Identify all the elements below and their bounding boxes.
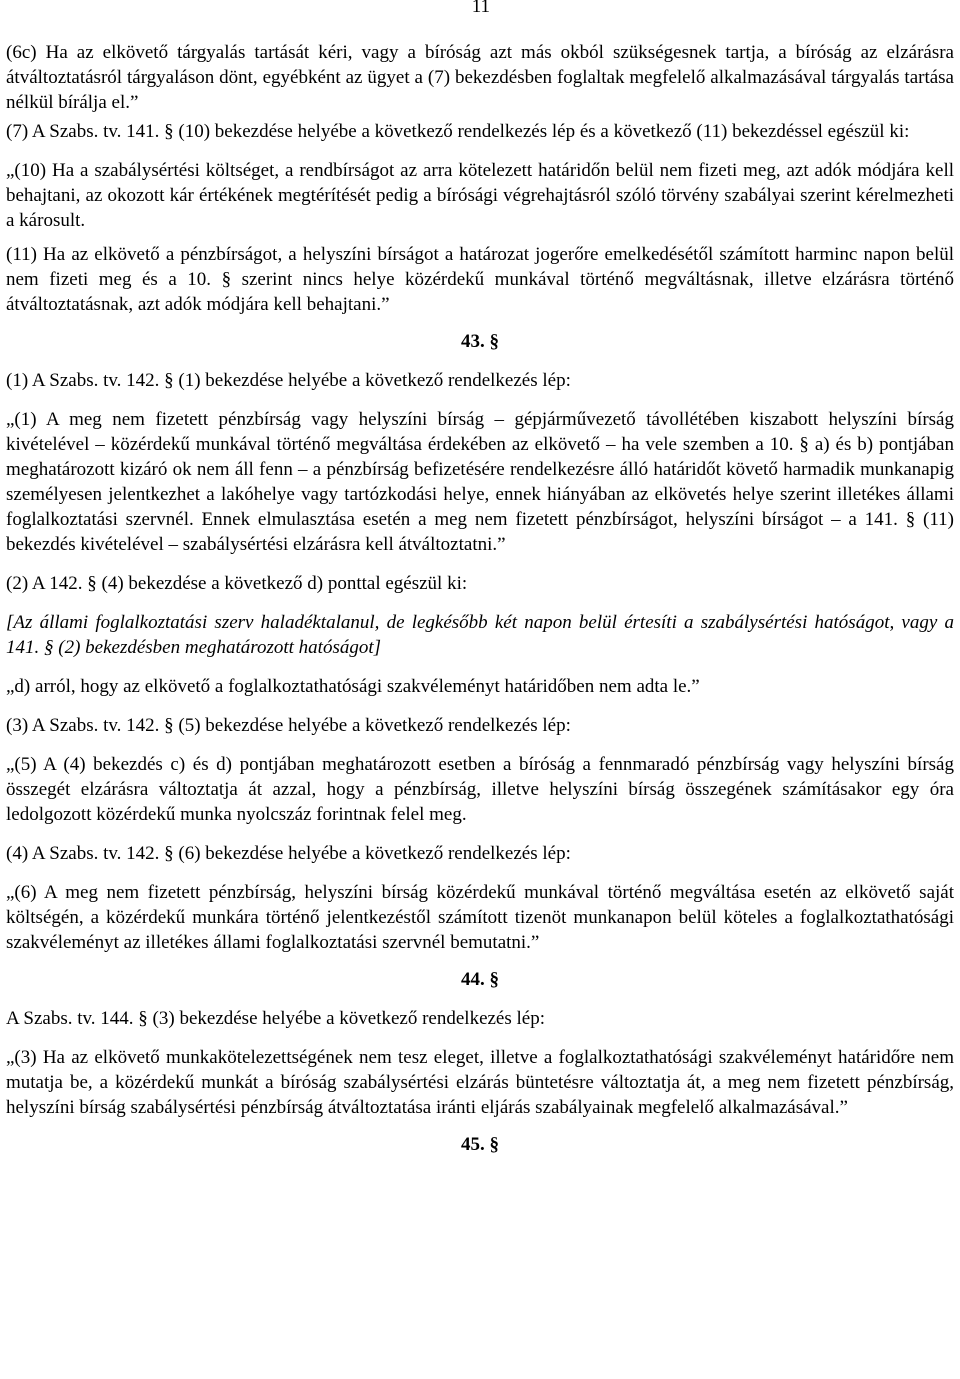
paragraph-1-intro: (1) A Szabs. tv. 142. § (1) bekezdése helyébe a következő rendelkezés lép: xyxy=(6,370,571,391)
paragraph-4-intro: (4) A Szabs. tv. 142. § (6) bekezdése helyébe a következő rendelkezés lép: xyxy=(6,843,571,864)
paragraph-6c: (6c) Ha az elkövető tárgyalás tartását kéri, vagy a bíróság azt más okból szükségesnek tartja, a bíróság az elzárásra átváltoztatásról tárgyaláson dönt, egyébként az ügyet a (7) bekezdésben foglaltak megfelelő alkalmazásával tárgyalás tartása nélkül bírálja el.” xyxy=(6,42,954,113)
quoted-paragraph-3: „(3) Ha az elkövető munkakötelezettségének nem tesz eleget, illetve a foglalkoztathatósági szakvéleményt határidőre nem mutatja be, a közérdekű munkát a bíróság szabálysértési elzárás büntetésre változtatja át, a meg nem fizetett pénzbírság, helyszíni bírság szabálysértési pénzbírság átváltoztatása iránti eljárás szabályainak megfelelő alkalmazásával.” xyxy=(6,1047,954,1118)
quoted-paragraph-6: „(6) A meg nem fizetett pénzbírság, helyszíni bírság közérdekű munkával történő megváltása esetén az elkövető saját költségén, a közérdekű munkára történő jelentkezéstől számított tizenöt munkanapon belül köteles a foglalkoztathatósági szakvéleményt az illetékes állami foglalkoztatási szervnél bemutatni.” xyxy=(6,882,954,953)
quoted-point-d: „d) arról, hogy az elkövető a foglalkoztathatósági szakvéleményt határidőben nem adta le.” xyxy=(6,676,700,697)
quoted-paragraph-1: „(1) A meg nem fizetett pénzbírság vagy helyszíni bírság – gépjárművezető távollétében kiszabott helyszíni bírság kivételével – közérdekű munkával történő megváltása érdekében az elkövető – ha vele szemben a 10. § a) és b) pontjában meghatározott kizáró ok nem áll fenn – a pénzbírság befizetésére rendelkezésre álló határidőt követő harmadik munkanapig személyesen jelentkezhet a lakóhelye vagy tartózkodási helye, ennek hiányában az elkövetés helye szerint illetékes állami foglalkoztatási szervnél. Ennek elmulasztása esetén a meg nem fizetett pénzbírságot, helyszíni bírságot – a 141. § (11) bekezdés kivételével – szabálysértési elzárásra kell átváltoztatni.” xyxy=(6,409,954,555)
paragraph-7-intro: (7) A Szabs. tv. 141. § (10) bekezdése helyébe a következő rendelkezés lép és a következő (11) bekezdéssel egészül ki: xyxy=(6,121,910,142)
quoted-paragraph-10: „(10) Ha a szabálysértési költséget, a rendbírságot az arra kötelezett határidőn belül nem fizeti meg, azt adók módjára kell behajtani, az okozott kár értékének megtérítését pedig a bírósági végrehajtásról szóló törvény szabályai szerint kérelmezheti a károsult. xyxy=(6,160,954,231)
document-page xyxy=(6,40,954,1171)
section-heading-43: 43. § xyxy=(461,331,499,352)
quoted-paragraph-5: „(5) A (4) bekezdés c) és d) pontjában meghatározott esetben a bíróság a fennmaradó pénzbírság vagy helyszíni bírság összegét elzárásra változtatja át azzal, hogy a pénzbírság, illetve helyszíni bírság összegének számításakor egy óra ledolgozott közérdekű munka nyolcszáz forintnak felel meg. xyxy=(6,754,954,825)
section-heading-45: 45. § xyxy=(461,1134,499,1155)
section-heading-44: 44. § xyxy=(461,969,499,990)
page-number: 11 xyxy=(471,0,490,17)
quoted-paragraph-11: (11) Ha az elkövető a pénzbírságot, a helyszíni bírságot a határozat jogerőre emelkedésétől számított harminc napon belül nem fizeti meg és a 10. § szerint nincs helye közérdekű munkával történő megváltásnak, illetve elzárásra történő átváltoztatásnak, azt adók módjára kell behajtani.” xyxy=(6,244,954,315)
paragraph-2-intro: (2) A 142. § (4) bekezdése a következő d) ponttal egészül ki: xyxy=(6,573,468,594)
bracketed-context: [Az állami foglalkoztatási szerv haladéktalanul, de legkésőbb két napon belül értesíti a szabálysértési hatóságot, vagy a 141. § (2) bekezdésben meghatározott hatóságot] xyxy=(6,612,954,658)
paragraph-3-intro: (3) A Szabs. tv. 142. § (5) bekezdése helyébe a következő rendelkezés lép: xyxy=(6,715,571,736)
paragraph-144-intro: A Szabs. tv. 144. § (3) bekezdése helyébe a következő rendelkezés lép: xyxy=(6,1008,546,1029)
